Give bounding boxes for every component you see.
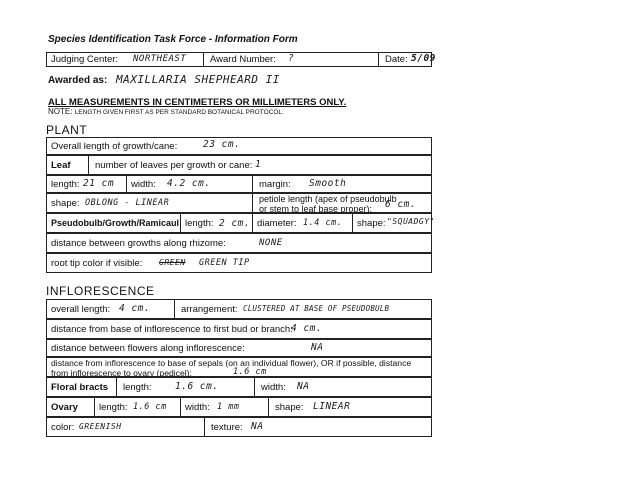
leaves-count-label: number of leaves per growth or cane:: [95, 160, 253, 171]
pseudobulb-label: Pseudobulb/Growth/Ramicaul: [51, 218, 180, 228]
pseudobulb-diameter-value[interactable]: 1.4 cm.: [303, 218, 343, 228]
sepals-label-line1: distance from inflorescence to base of sepals (on an individual flower), OR if possible, distance: [51, 358, 412, 368]
form-title: Species Identification Task Force - Information Form: [48, 34, 298, 45]
rhizome-distance-row: [46, 233, 432, 253]
overall-length-label: Overall length of growth/cane:: [51, 141, 178, 152]
root-tip-row: [46, 253, 432, 273]
ovary-width-value[interactable]: 1 mm: [217, 402, 240, 412]
between-flowers-row: [46, 339, 432, 357]
leaf-shape-value[interactable]: OBLONG - LINEAR: [85, 198, 170, 208]
leaf-label: Leaf: [51, 160, 71, 171]
color-value[interactable]: GREENISH: [79, 422, 122, 431]
date-label: Date:: [385, 54, 408, 65]
texture-label: texture:: [211, 422, 243, 433]
first-bud-value[interactable]: 4 cm.: [291, 323, 323, 334]
arrangement-value[interactable]: CLUSTERED AT BASE OF PSEUDOBULB: [243, 304, 390, 313]
petiole-value[interactable]: 6 cm.: [385, 199, 417, 210]
leaf-margin-value[interactable]: Smooth: [309, 178, 347, 189]
bracts-width-value[interactable]: NA: [297, 381, 310, 392]
ovary-length-value[interactable]: 1.6 cm: [133, 402, 167, 412]
judging-center-label: Judging Center:: [51, 54, 119, 65]
root-tip-label: root tip color if visible:: [51, 258, 143, 269]
ovary-label: Ovary: [51, 402, 78, 413]
sepals-label-line2: from inflorescence to ovary (pedicel):: [51, 368, 192, 378]
award-number-cell: [204, 53, 379, 66]
between-flowers-label: distance between flowers along inflorescence:: [51, 343, 245, 354]
date-value[interactable]: 5/09: [411, 53, 436, 64]
leaf-shape-label: shape:: [51, 198, 80, 209]
leaf-shape-row: [46, 193, 432, 213]
date-cell: [379, 53, 436, 66]
measurements-heading: ALL MEASUREMENTS IN CENTIMETERS OR MILLIMETERS ONLY.: [48, 97, 347, 108]
color-texture-row: [46, 417, 432, 437]
overall-length-value[interactable]: 23 cm.: [203, 139, 241, 150]
floral-bracts-row: [46, 377, 432, 397]
leaf-dimensions-row: [46, 175, 432, 193]
leaf-width-label: width:: [131, 179, 156, 190]
rhizome-distance-label: distance between growths along rhizome:: [51, 238, 226, 249]
bracts-length-value[interactable]: 1.6 cm.: [175, 381, 219, 392]
award-number-label: Award Number:: [210, 54, 276, 65]
leaves-count-value[interactable]: 1: [255, 159, 262, 170]
floral-bracts-label: Floral bracts: [51, 382, 109, 393]
arrangement-label: arrangement:: [181, 304, 238, 315]
header-row: [46, 52, 436, 67]
sepals-value[interactable]: 1.6 cm: [233, 367, 267, 377]
bracts-length-label: length:: [123, 382, 152, 393]
texture-value[interactable]: NA: [251, 421, 264, 432]
note-text: LENGTH GIVEN FIRST AS PER STANDARD BOTANICAL PROTOCOL.: [74, 109, 284, 116]
ovary-shape-label: shape:: [275, 402, 304, 413]
pseudobulb-length-label: length:: [185, 218, 214, 229]
overall-length-row: [46, 137, 432, 155]
root-tip-value[interactable]: GREEN TIP: [199, 258, 250, 268]
leaf-length-value[interactable]: 21 cm: [83, 178, 115, 189]
award-number-value[interactable]: ?: [288, 53, 295, 64]
awarded-as-label: Awarded as:: [48, 75, 108, 86]
bracts-width-label: width:: [261, 382, 286, 393]
first-bud-row: [46, 319, 432, 339]
pseudobulb-length-value[interactable]: 2 cm.: [219, 218, 251, 229]
root-tip-struck: GREEN: [159, 258, 186, 267]
petiole-label-line1: petiole length (apex of pseudobulb: [259, 194, 397, 204]
ovary-shape-value[interactable]: LINEAR: [313, 401, 351, 412]
inflorescence-overall-label: overall length:: [51, 304, 111, 315]
awarded-as-value[interactable]: MAXILLARIA SHEPHEARD II: [116, 73, 280, 86]
leaf-margin-label: margin:: [259, 179, 291, 190]
leaf-length-label: length:: [51, 179, 80, 190]
rhizome-distance-value[interactable]: NONE: [259, 238, 283, 248]
judging-center-value[interactable]: NORTHEAST: [133, 54, 187, 64]
inflorescence-overall-row: [46, 299, 432, 319]
pseudobulb-diameter-label: diameter:: [257, 218, 297, 229]
sepals-distance-row: [46, 357, 432, 377]
between-flowers-value[interactable]: NA: [311, 342, 324, 353]
ovary-length-label: length:: [99, 402, 128, 413]
note-label: NOTE:: [48, 107, 73, 116]
leaf-row: [46, 155, 432, 175]
color-label: color:: [51, 422, 75, 433]
leaf-width-value[interactable]: 4.2 cm.: [167, 178, 211, 189]
petiole-label-line2: or stem to leaf base proper):: [259, 204, 373, 214]
inflorescence-overall-value[interactable]: 4 cm.: [119, 303, 151, 314]
ovary-width-label: width:: [185, 402, 210, 413]
ovary-row: [46, 397, 432, 417]
judging-center-cell: [47, 53, 204, 66]
plant-heading: PLANT: [46, 123, 88, 137]
first-bud-label: distance from base of inflorescence to first bud or branch:: [51, 324, 293, 335]
pseudobulb-shape-value[interactable]: "SQUADGY": [387, 217, 435, 226]
pseudobulb-row: [46, 213, 435, 233]
pseudobulb-shape-label: shape:: [357, 218, 386, 229]
inflorescence-heading: INFLORESCENCE: [46, 284, 155, 298]
